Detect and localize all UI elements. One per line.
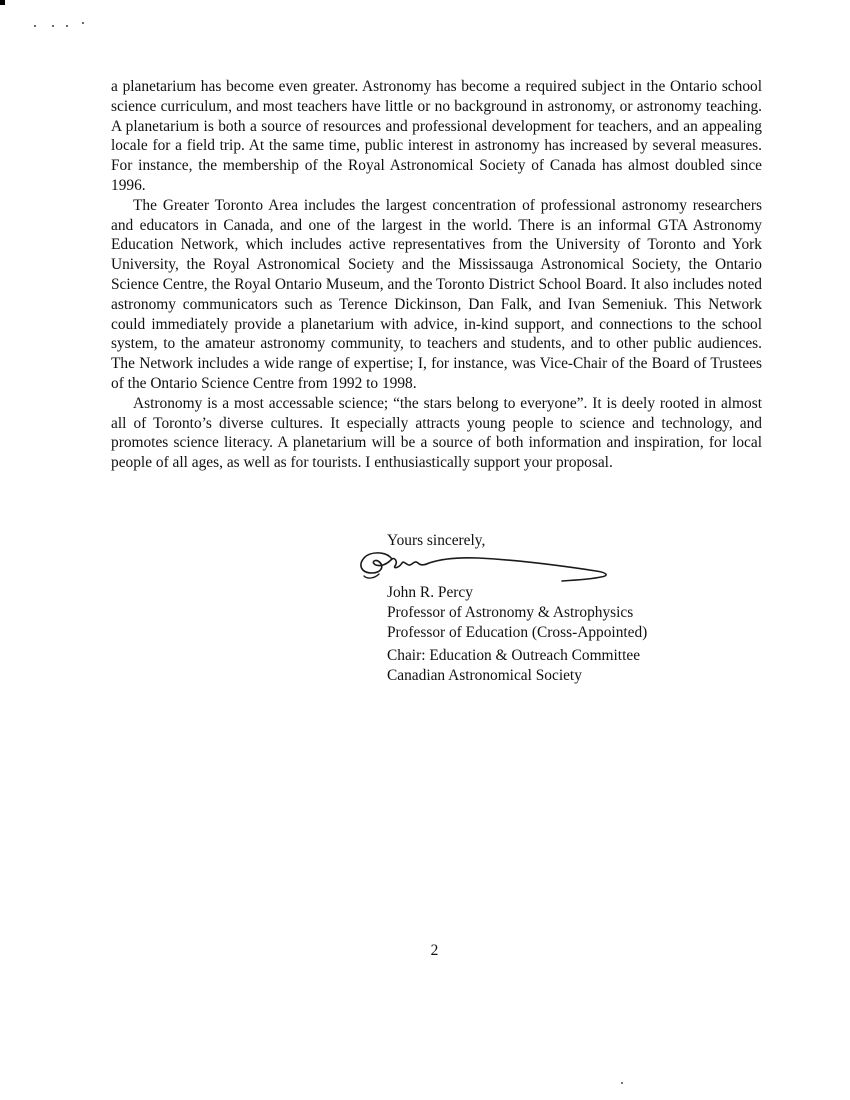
scan-speck	[621, 1082, 623, 1084]
closing-salutation: Yours sincerely,	[387, 532, 486, 549]
page-number: 2	[430, 942, 439, 959]
signer-committee-role: Chair: Education & Outreach Committee	[387, 647, 641, 664]
signer-title-astronomy: Professor of Astronomy & Astrophysics	[387, 604, 634, 621]
scan-corner-mark	[0, 0, 5, 5]
signer-title-education: Professor of Education (Cross-Appointed)	[387, 624, 648, 641]
scan-artifact-dots	[32, 16, 88, 28]
handwritten-signature	[352, 546, 614, 588]
signature-block	[387, 583, 647, 686]
signer-organization: Canadian Astronomical Society	[387, 667, 582, 684]
signer-name: John R. Percy	[387, 584, 473, 601]
paragraph-gta-network: The Greater Toronto Area includes the largest concentration of professional astronomy researchers and educators in Canada, and one of the largest in the world. There is an informal GTA Astronomy Education Network, which includes active representatives from the University of Toronto and York University, the Royal Astronomical Society and the Mississauga Astronomical Society, the Ontario Science Centre, the Royal Ontario Museum, and the Toronto District School Board. It also includes noted astronomy communicators such as Terence Dickinson, Dan Falk, and Ivan Semeniuk. This Network could immediately provide a planetarium with advice, in-kind support, and connections to the school system, to the amateur astronomy community, to teachers and students, and to other public audiences. The Network includes a wide range of expertise; I, for instance, was Vice-Chair of the Board of Trustees of the Ontario Science Centre from 1992 to 1998.	[111, 196, 762, 392]
paragraph-accessible-science: Astronomy is a most accessable science; “the stars belong to everyone”. It is deely rooted in almost all of Toronto’s diverse cultures. It especially attracts young people to science and technology, and promotes science literacy. A planetarium will be a source of both information and inspiration, for local people of all ages, as well as for tourists. I enthusiastically support your proposal.	[111, 394, 762, 472]
paragraph-planetarium-need: a planetarium has become even greater. Astronomy has become a required subject in the Ontario school science curriculum, and most teachers have little or no background in astronomy, or astronomy teaching. A planetarium is both a source of resources and professional development for teachers, and an appealing locale for a field trip. At the same time, public interest in astronomy has increased by several measures. For instance, the membership of the Royal Astronomical Society of Canada has almost doubled since 1996.	[111, 78, 762, 194]
letter-body	[111, 77, 762, 473]
